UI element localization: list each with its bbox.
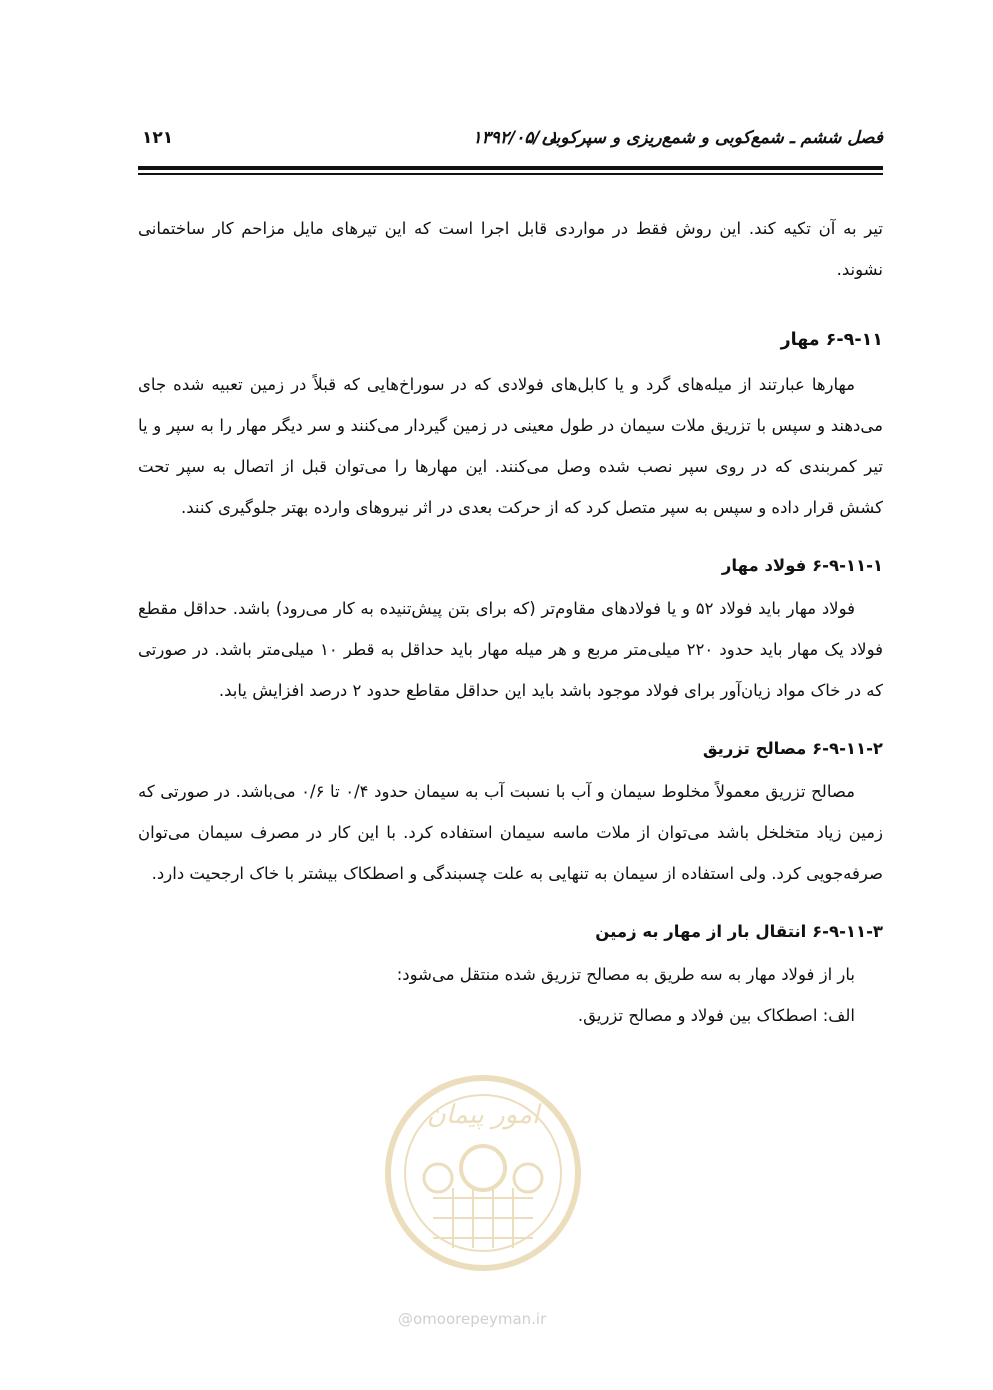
section-heading: ۶-۹-۱۱ مهار [780,330,883,350]
subsection-2-heading: ۶-۹-۱۱-۲ مصالح تزریق [702,739,883,758]
subsection-1-paragraph: فولاد مهار باید فولاد ۵۲ و یا فولادهای مقاوم‌تر (که برای بتن پیش‌تنیده به کار می‌رود) باشد. حداقل مقطع فولاد یک مهار باید حدود ۲۲۰ میلی‌متر مربع و هر میله مهار باید حداقل به قطر ۱۰ میلی‌متر باشد. در صورتی که در خاک مواد زیان‌آور برای فولاد موجود باشد باید این حداقل مقاطع حدود ۲ درصد افزایش یابد. [138,599,883,700]
subsection-3-heading: ۶-۹-۱۱-۳ انتقال بار از مهار به زمین [595,922,883,941]
header-rule-thin [138,173,883,175]
subsection-3-paragraph: بار از فولاد مهار به سه طریق به مصالح تزریق شده منتقل می‌شود: [396,965,855,984]
page-header [138,124,883,154]
intro-paragraph: تیر به آن تکیه کند. این روش فقط در مواردی قابل اجرا است که این تیرهای مایل مزاحم کار ساختمانی نشوند. [138,219,883,279]
section-paragraph: مهارها عبارتند از میله‌های گرد و یا کابل‌های فولادی که در سوراخ‌هایی که قبلاً در زمین تعبیه شده جای می‌دهند و سپس با تزریق ملات سیمان در طول معینی در زمین گیردار می‌کنند و سر دیگر مهار را به سپر و یا تیر کمربندی که در روی سپر نصب شده وصل می‌کنند. این مهارها را می‌توان قبل از اتصال به سپر تحت کشش قرار داده و سپس به سپر متصل کرد که از حرکت بعدی در اثر نیروهای وارده بهتر جلوگیری کنند. [138,375,883,517]
chapter-title: فصل ششم ـ شمع‌کوبی و شمع‌ریزی و سپرکوبی [541,128,883,148]
subsection-2-paragraph: مصالح تزریق معمولاً مخلوط سیمان و آب با نسبت آب به سیمان حدود ۰/۴ تا ۰/۶ می‌باشد. در صورتی که زمین زیاد متخلخل باشد می‌توان از ملات ماسه سیمان استفاده کرد. با این کار در مصرف سیمان می‌توان صرفه‌جویی کرد. ولی استفاده از سیمان به تنهایی به علت چسبندگی و اصطکاک بیشتر با خاک ارجحیت دارد. [138,782,883,883]
watermark-logo [378,1068,588,1308]
list-item-a: الف: اصطکاک بین فولاد و مصالح تزریق. [577,1006,855,1025]
header-date: ۱۳۹۲/۰۵/۰۱ [472,128,558,148]
page-body [138,208,883,1036]
watermark-site: @omoorepeyman.ir [398,1310,547,1328]
subsection-1-heading: ۶-۹-۱۱-۱ فولاد مهار [721,556,883,575]
watermark-logo-text: امور پیمان [426,1100,540,1130]
header-rule-thick [138,166,883,170]
page-number: ۱۲۱ [142,128,174,148]
